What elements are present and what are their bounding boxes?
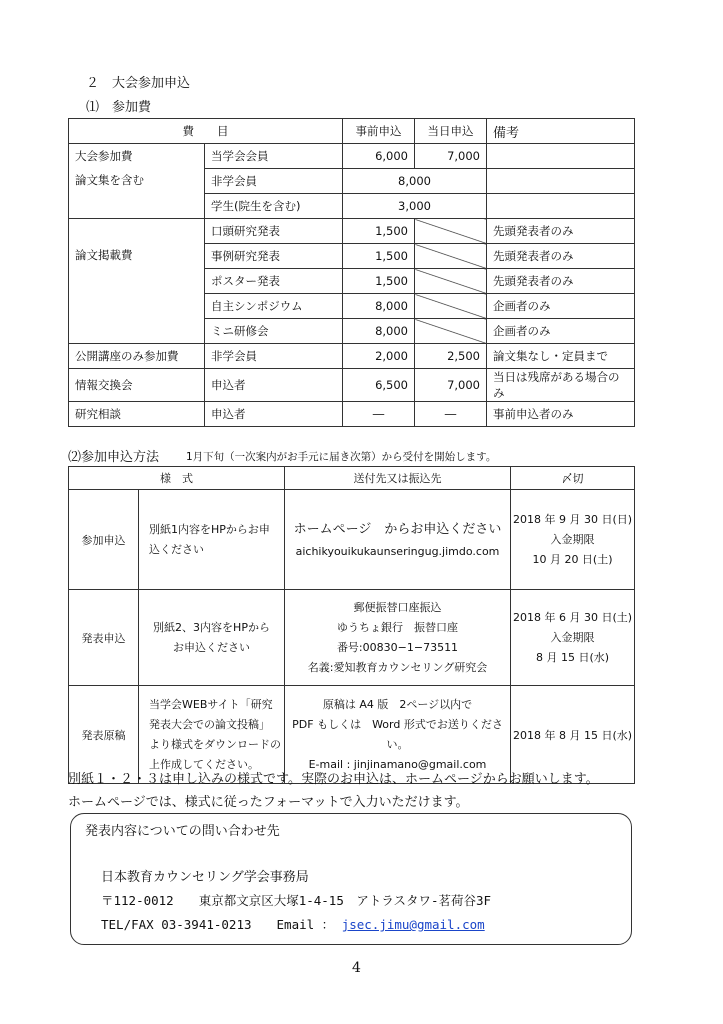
item-cell: 当学会会員 — [205, 144, 343, 169]
table-row — [69, 590, 635, 686]
pre-fee-cell: 6,000 — [343, 144, 415, 169]
note-cell: 先頭発表者のみ — [487, 244, 635, 269]
email-link[interactable]: jsec.jimu@gmail.com — [341, 917, 485, 932]
note-cell: 論文集なし・定員まで — [487, 344, 635, 369]
pre-fee-cell: 1,500 — [343, 269, 415, 294]
contact-org: 日本教育カウンセリング学会事務局 — [101, 870, 309, 885]
header-cell: 費 目 — [69, 119, 343, 144]
apply-method-note: 1月下旬（一次案内がお手元に届き次第）から受付を開始します。 — [186, 451, 497, 463]
empty-slash-cell — [415, 319, 487, 344]
day-fee-cell: 2,500 — [415, 344, 487, 369]
format-cell: 別紙2、3内容をHPから お申込ください — [139, 590, 285, 686]
contact-title: 発表内容についての問い合わせ先 — [85, 824, 280, 839]
header-cell: 備考 — [487, 119, 635, 144]
item-cell: 口頭研究発表 — [205, 219, 343, 244]
note-cell — [487, 169, 635, 194]
note-cell: 先頭発表者のみ — [487, 219, 635, 244]
item-cell: ミニ研修会 — [205, 319, 343, 344]
header-cell: 〆切 — [511, 467, 635, 490]
merged-fee-cell: 3,000 — [343, 194, 487, 219]
note-cell: 事前申込者のみ — [487, 402, 635, 427]
item-cell: 学生(院生を含む) — [205, 194, 343, 219]
item-cell: 申込者 — [205, 369, 343, 402]
table-row — [69, 344, 635, 369]
item-cell: 事例研究発表 — [205, 244, 343, 269]
table-header-row — [69, 467, 635, 490]
header-cell: 当日申込 — [415, 119, 487, 144]
header-cell: 事前申込 — [343, 119, 415, 144]
format-cell: 当学会WEBサイト「研究 発表大会での論文投稿」 より様式をダウンロードの 上作成してください。 — [139, 686, 285, 784]
day-fee-cell: ― — [415, 402, 487, 427]
table-row — [69, 144, 635, 169]
pre-fee-cell: 1,500 — [343, 219, 415, 244]
pre-fee-cell: 2,000 — [343, 344, 415, 369]
note-line: ホームページでは、様式に従ったフォーマットで入力いただけます。 — [68, 795, 469, 810]
note-cell: 当日は残席がある場合のみ — [487, 369, 635, 402]
pre-fee-cell: 1,500 — [343, 244, 415, 269]
contact-phone-email — [101, 915, 485, 933]
table-row — [69, 369, 635, 402]
destination-cell: 郵便振替口座振込 ゆうちょ銀行 振替口座 番号:00830−1−73511 名義:愛知教育カウンセリング研究会 — [285, 590, 511, 686]
merged-fee-cell: 8,000 — [343, 169, 487, 194]
row-label: 参加申込 — [69, 490, 139, 590]
note-cell — [487, 194, 635, 219]
header-cell: 送付先又は振込先 — [285, 467, 511, 490]
note-cell — [487, 144, 635, 169]
category-cell: 情報交換会 — [69, 369, 205, 402]
contact-tel: TEL/FAX 03-3941-0213 Email ： — [101, 917, 335, 932]
table-row — [69, 219, 635, 244]
destination-cell: ホームページ からお申込ください aichikyouikukaunseringug.jimdo.com — [285, 490, 511, 590]
contact-address: 〒112-0012 東京都文京区大塚1-4-15 アトラスタワ-茗荷谷3F — [101, 893, 492, 908]
note-cell: 企画者のみ — [487, 319, 635, 344]
deadline-cell: 2018 年 9 月 30 日(日) 入金期限 10 月 20 日(土) — [511, 490, 635, 590]
table-header-row — [69, 119, 635, 144]
category-cell: 大会参加費 論文集を含む — [69, 144, 205, 219]
note-line: 別紙１・２・３は申し込みの様式です。実際のお申込は、ホームページからお願いします。 — [68, 772, 599, 787]
format-cell: 別紙1内容をHPからお申 込ください — [139, 490, 285, 590]
pre-fee-cell: ― — [343, 402, 415, 427]
note-cell: 先頭発表者のみ — [487, 269, 635, 294]
item-cell: 自主シンポジウム — [205, 294, 343, 319]
apply-method-title: ⑵参加申込方法 — [68, 450, 160, 465]
category-cell: 論文掲載費 — [69, 219, 205, 344]
apply-method-table — [68, 466, 635, 784]
category-cell: 公開講座のみ参加費 — [69, 344, 205, 369]
category-cell: 研究相談 — [69, 402, 205, 427]
item-cell: 申込者 — [205, 402, 343, 427]
empty-slash-cell — [415, 294, 487, 319]
deadline-cell: 2018 年 8 月 15 日(水) — [511, 686, 635, 784]
day-fee-cell: 7,000 — [415, 144, 487, 169]
deadline-cell: 2018 年 6 月 30 日(土) 入金期限 8 月 15 日(水) — [511, 590, 635, 686]
item-cell: 非学会員 — [205, 169, 343, 194]
note-cell: 企画者のみ — [487, 294, 635, 319]
pre-fee-cell: 6,500 — [343, 369, 415, 402]
header-cell: 様 式 — [69, 467, 285, 490]
pre-fee-cell: 8,000 — [343, 319, 415, 344]
row-label: 発表申込 — [69, 590, 139, 686]
day-fee-cell: 7,000 — [415, 369, 487, 402]
subsection-heading: ⑴ 参加費 — [86, 100, 152, 115]
destination-cell: 原稿は A4 版 2ページ以内で PDF もしくは Word 形式でお送りください。 E-mail : jinjinamano@gmail.com — [285, 686, 511, 784]
table-row — [69, 490, 635, 590]
contact-box — [70, 813, 632, 945]
empty-slash-cell — [415, 219, 487, 244]
empty-slash-cell — [415, 269, 487, 294]
section-heading: ２ 大会参加申込 — [86, 76, 191, 91]
fees-table — [68, 118, 635, 427]
page-number: 4 — [352, 960, 361, 976]
pre-fee-cell: 8,000 — [343, 294, 415, 319]
table-row — [69, 402, 635, 427]
item-cell: ポスター発表 — [205, 269, 343, 294]
item-cell: 非学会員 — [205, 344, 343, 369]
row-label: 発表原稿 — [69, 686, 139, 784]
empty-slash-cell — [415, 244, 487, 269]
